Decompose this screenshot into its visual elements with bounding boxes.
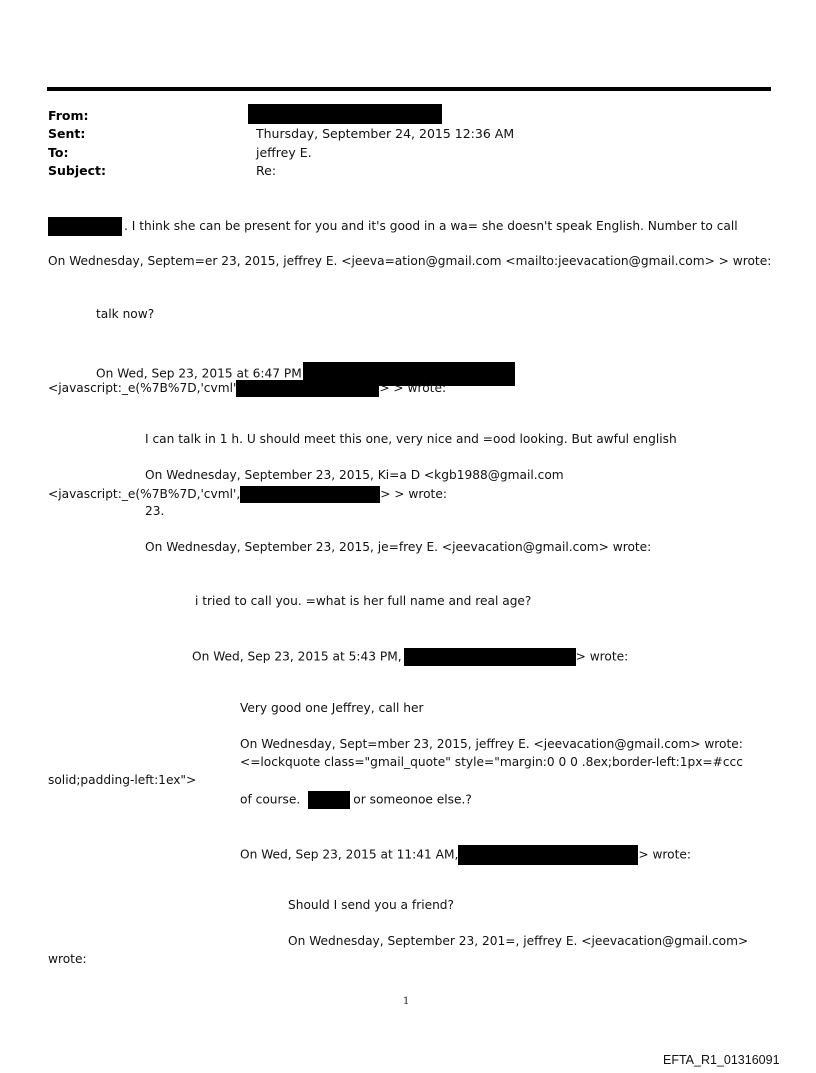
- body-text-very-good: Very good one Jeffrey, call her: [240, 701, 424, 715]
- subject-value: Re:: [256, 163, 277, 178]
- redaction-email-3: [240, 486, 380, 503]
- body-text-23: 23.: [145, 504, 165, 518]
- body-line-1: [48, 217, 738, 236]
- sent-label: Sent:: [48, 126, 86, 141]
- quoted-header-8b: wrote:: [48, 952, 87, 966]
- redaction-from: [248, 104, 442, 124]
- quoted-header-2b-end: > > wrote:: [379, 381, 447, 395]
- quoted-header-2b: [48, 380, 446, 397]
- quoted-header-2b-text: <javascript:_e(%7B%7D,'cvml': [48, 381, 237, 395]
- quoted-header-5-text: On Wed, Sep 23, 2015 at 5:43 PM,: [192, 649, 402, 664]
- quoted-header-1: On Wednesday, Septem=er 23, 2015, jeffrey E. <jeeva=ation@gmail.com <mailto:jeevacation@gmail.com> > wrote:: [48, 254, 772, 268]
- from-label: From:: [48, 108, 89, 123]
- quoted-header-6: On Wednesday, Sept=mber 23, 2015, jeffrey E. <jeevacation@gmail.com> wrote:: [240, 737, 743, 751]
- sent-value: Thursday, September 24, 2015 12:36 AM: [256, 126, 515, 141]
- body-text-of-course-b: or someonoe else.?: [353, 792, 472, 807]
- redaction-sender-7: [458, 845, 638, 865]
- body-text-of-course: [240, 791, 472, 809]
- body-text-send-friend: Should I send you a friend?: [288, 898, 455, 912]
- body-text-talk-in-1h: I can talk in 1 h. U should meet this one, very nice and =ood looking. But awful english: [145, 432, 677, 446]
- quoted-header-7: [240, 845, 691, 865]
- quoted-header-8: On Wednesday, September 23, 201=, jeffrey E. <jeevacation@gmail.com>: [288, 934, 749, 948]
- header-rule: [47, 87, 771, 91]
- quoted-html-1: <=lockquote class="gmail_quote" style="margin:0 0 0 .8ex;border-left:1px=#ccc: [240, 755, 743, 769]
- body-text-1: . I think she can be present for you and it's good in a wa= she doesn't speak English. Number to call: [124, 219, 738, 233]
- redaction-email-2: [236, 380, 379, 397]
- body-text-tried-to-call: i tried to call you. =what is her full name and real age?: [195, 594, 532, 608]
- to-value: jeffrey E.: [256, 145, 312, 160]
- quoted-header-3b-end: > > wrote:: [380, 487, 447, 501]
- redaction-name: [48, 217, 122, 236]
- body-text-of-course-a: of course.: [240, 792, 301, 807]
- quoted-header-3: On Wednesday, September 23, 2015, Ki=a D <kgb1988@gmail.com: [145, 468, 564, 482]
- quoted-header-5-end: > wrote:: [575, 649, 629, 664]
- quoted-header-3b-text: <javascript:_e(%7B%7D,'cvml',: [48, 487, 241, 501]
- quoted-header-7-text: On Wed, Sep 23, 2015 at 11:41 AM,: [240, 847, 459, 862]
- quoted-header-4: On Wednesday, September 23, 2015, je=frey E. <jeevacation@gmail.com> wrote:: [145, 540, 652, 554]
- to-label: To:: [48, 145, 69, 160]
- bates-stamp: EFTA_R1_01316091: [663, 1053, 780, 1067]
- quoted-html-2: solid;padding-left:1ex">: [48, 773, 197, 787]
- quoted-header-7-end: > wrote:: [638, 847, 691, 862]
- quoted-header-5: [192, 648, 628, 666]
- redaction-name-2: [308, 791, 350, 809]
- quoted-header-3b: [48, 486, 447, 503]
- subject-label: Subject:: [48, 163, 106, 178]
- redaction-sender-5: [404, 648, 576, 666]
- body-text-talk-now: talk now?: [96, 307, 155, 321]
- quoted-header-2-text: On Wed, Sep 23, 2015 at 6:47 PM: [96, 366, 302, 381]
- page-number: 1: [403, 996, 410, 1007]
